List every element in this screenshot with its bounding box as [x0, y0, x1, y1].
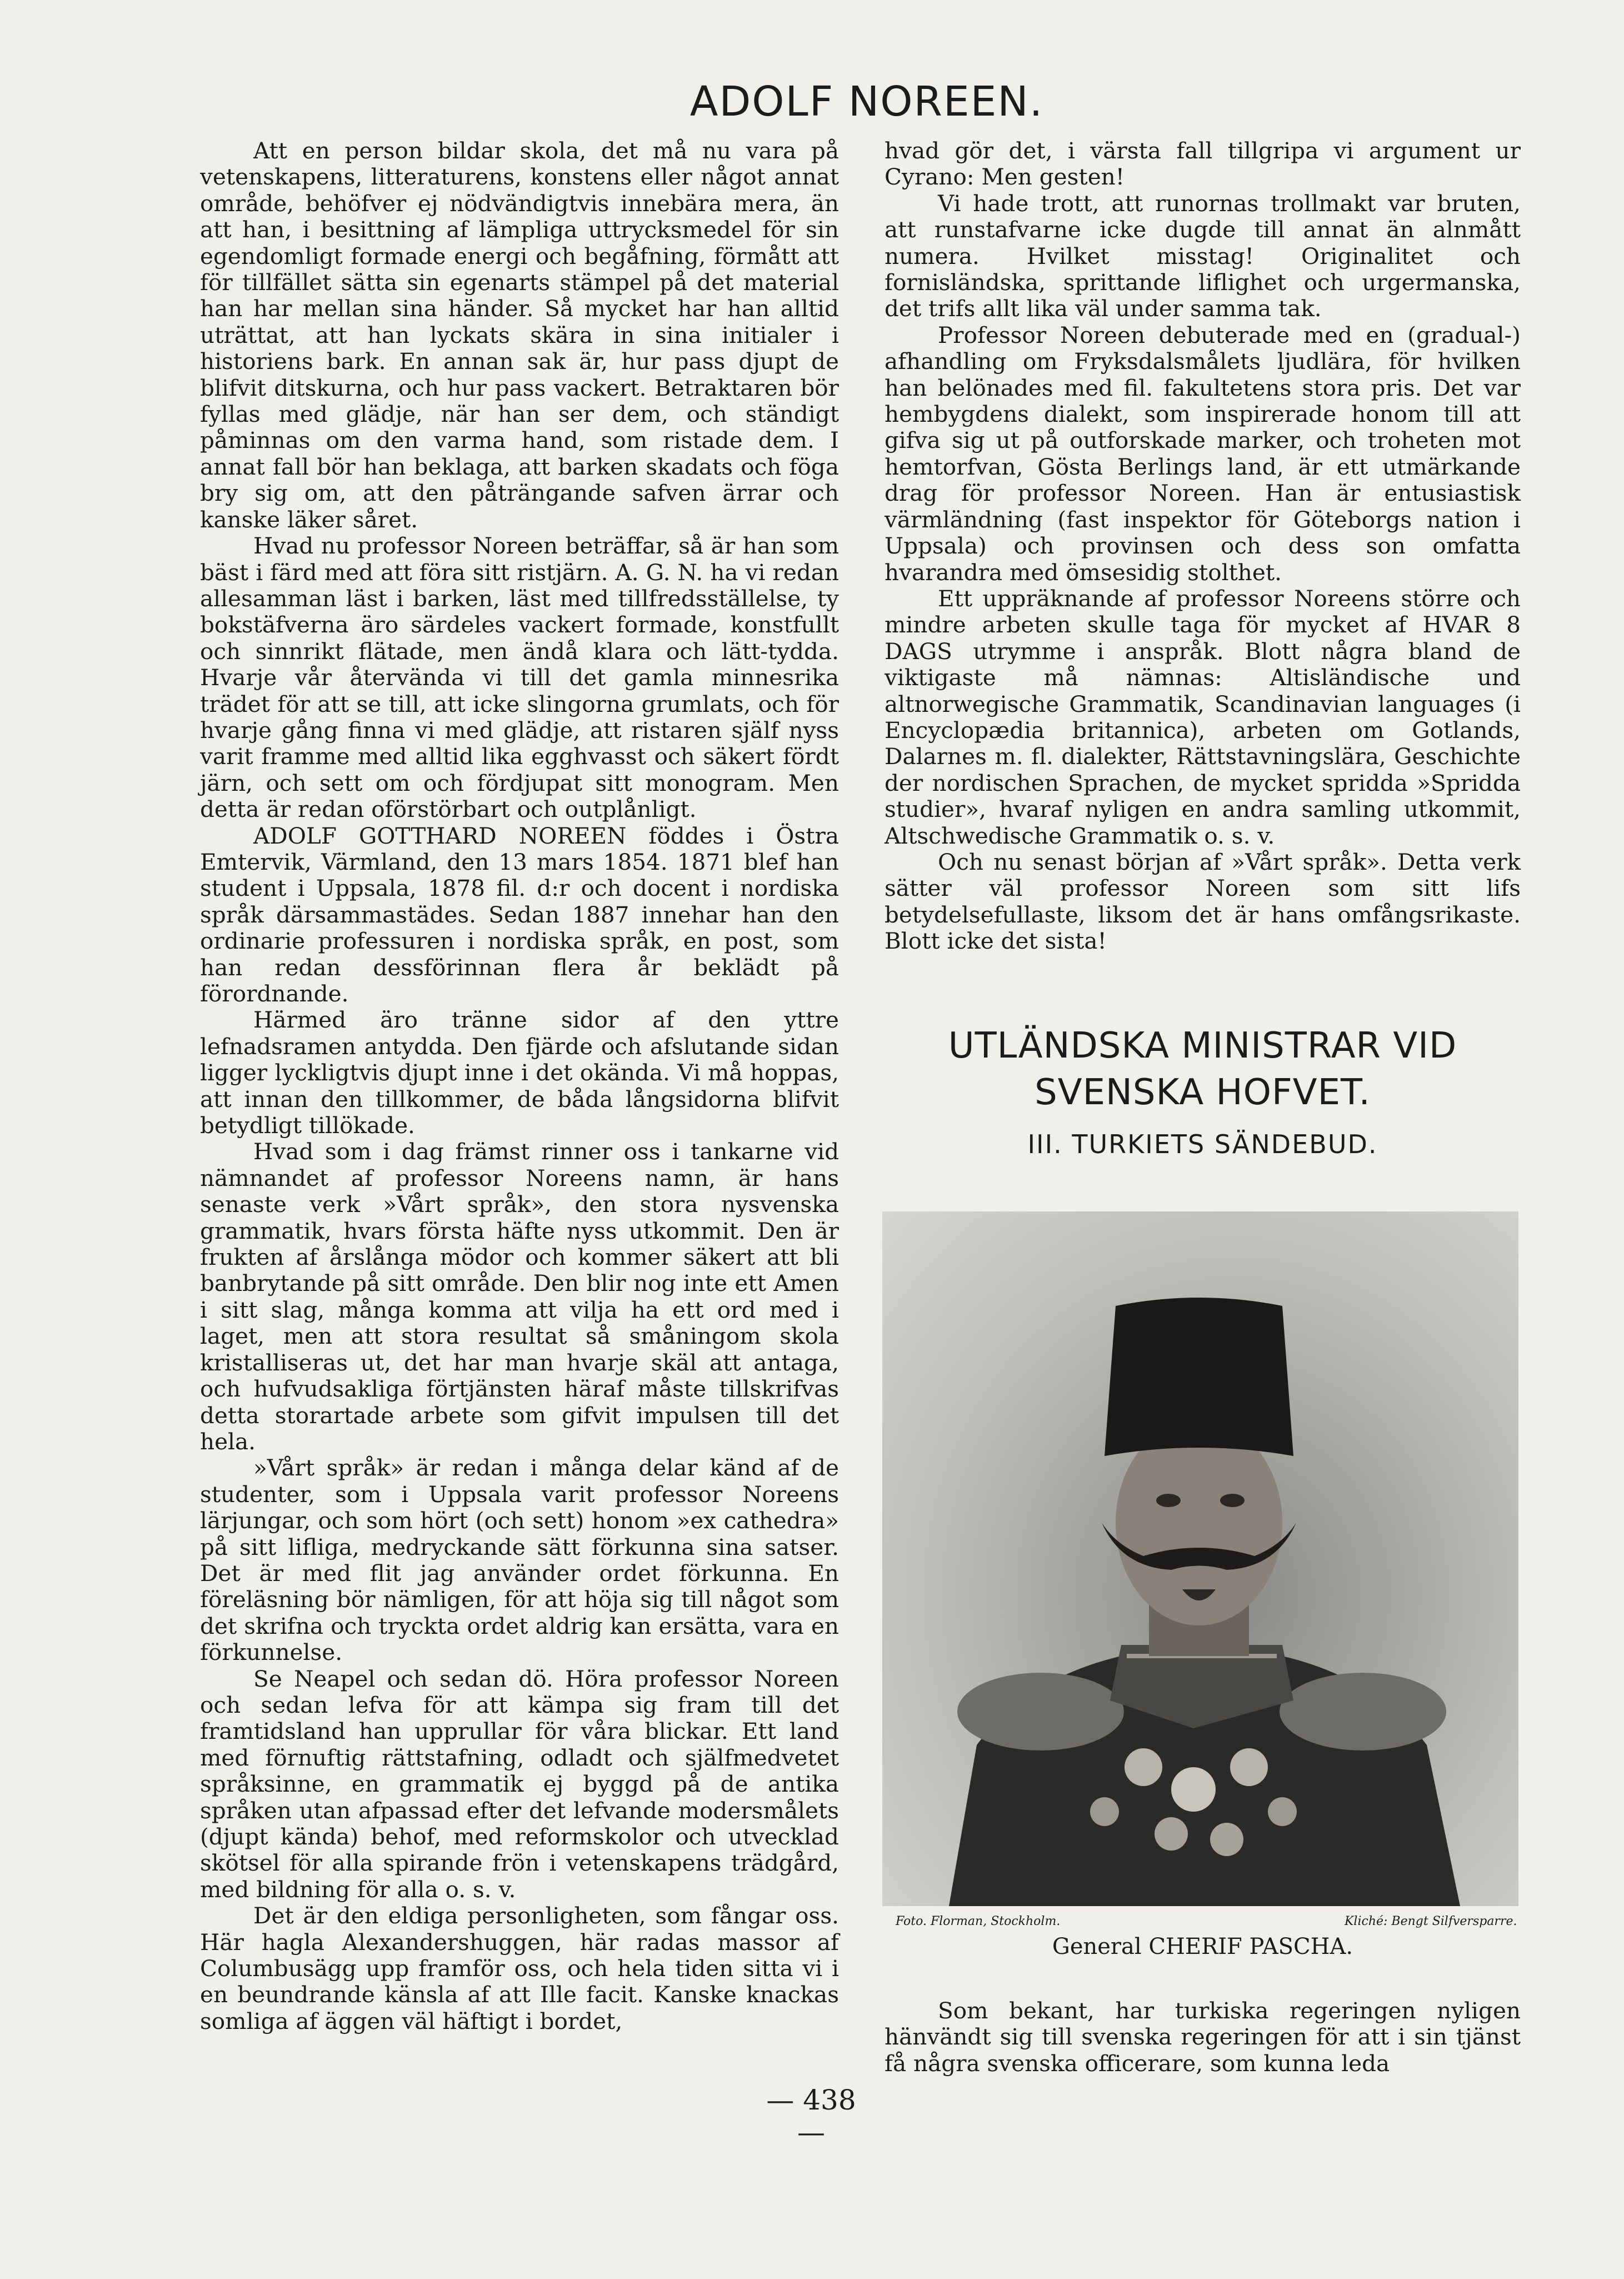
- paragraph: hvad gör det, i värsta fall tillgripa vi argument ur Cyrano: Men gesten!: [885, 137, 1521, 191]
- portrait-illustration: [882, 1211, 1518, 1906]
- continued-article-text: [885, 1998, 1521, 2077]
- portrait-photo: [882, 1211, 1518, 1906]
- left-column: [200, 138, 839, 2034]
- section-heading-line: UTLÄNDSKA MINISTRAR VID: [948, 1025, 1457, 1066]
- right-column: [885, 138, 1521, 955]
- section-heading: [885, 1023, 1521, 1116]
- paragraph: Se Neapel och sedan dö. Höra professor Noreen och sedan lefva för att kämpa sig fram till det framtidsland han upprullar för våra blickar. Ett land med förnuftig rättstafning, odladt och själfmedvetet språksinne, en grammatik ej byggd på de antika språken utan afpassad efter det lefvande modersmålets (djupt kända) behof, med reformskolor och utvecklad skötsel för alla spirande frön i vetenskapens trädgård, med bildning för alla o. s. v.: [200, 1665, 839, 1903]
- photo-caption: General CHERIF PASCHA.: [1052, 1934, 1353, 1959]
- paragraph: ADOLF GOTTHARD NOREEN föddes i Östra Emtervik, Värmland, den 13 mars 1854. 1871 blef han student i Uppsala, 1878 fil. d:r och docent i nordiska språk därsammastädes. Sedan 1887 innehar han den ordinarie professuren i nordiska språk, en post, som han redan dessförinnan flera år beklädt på förordnande.: [200, 822, 839, 1007]
- paragraph: Härmed äro tränne sidor af den yttre lefnadsramen antydda. Den fjärde och afslutande sidan ligger lyckligtvis djupt inne i det okända. Vi må hoppas, att innan den tillkommer, de båda långsidorna blifvit betydligt tillökade.: [200, 1006, 839, 1139]
- paragraph: Som bekant, har turkiska regeringen nyligen hänvändt sig till svenska regeringen för att i sin tjänst få några svenska officerare, som kunna leda: [885, 1997, 1521, 2077]
- section-subheading: III. TURKIETS SÄNDEBUD.: [1027, 1129, 1378, 1159]
- section-heading-line: SVENSKA HOFVET.: [1035, 1072, 1371, 1113]
- article-title: ADOLF NOREEN.: [689, 78, 1044, 126]
- paragraph: Vi hade trott, att runornas trollmakt var bruten, att runstafvarne icke dugde till annat än alnmått numera. Hvilket misstag! Originalitet och fornisländska, sprittande liflighet och urgermanska, det trifs allt lika väl under samma tak.: [885, 189, 1521, 322]
- paragraph: Och nu senast början af »Vårt språk». Detta verk sätter väl professor Noreen som sitt lifs betydelsefullaste, liksom det är hans omfångsrikaste. Blott icke det sista!: [885, 848, 1521, 955]
- photo-credit: Foto. Florman, Stockholm.: [896, 1914, 1061, 1928]
- paragraph: Professor Noreen debuterade med en (gradual-) afhandling om Fryksdalsmålets ljudlära, för hvilken han belönades med fil. fakultetens stora pris. Det var hembygdens dialekt, som inspirerade honom till att gifva sig ut på outforskade marker, och troheten mot hemtorfvan, Gösta Berlings land, är ett utmärkande drag för professor Noreen. Han är entusiastisk värmländning (fast inspektor för Göteborgs nation i Uppsala) och provinsen och dess son omfatta hvarandra med ömsesidig stolthet.: [885, 321, 1521, 586]
- paragraph: Hvad som i dag främst rinner oss i tankarne vid nämnandet af professor Noreens namn, är hans senaste verk »Vårt språk», den stora nysvenska grammatik, hvars första häfte nyss utkommit. Den är frukten af årslånga mödor och kommer säkert att bli banbrytande på sitt område. Den blir nog inte ett Amen i sitt slag, många komma att vilja ha ett ord med i laget, men att stora resultat så småningom skola kristalliseras ut, det har man hvarje skäl att antaga, och hufvudsakliga förtjänsten häraf måste tillskrifvas detta storartade arbete som gifvit impulsen till det hela.: [200, 1138, 839, 1455]
- paragraph: Hvad nu professor Noreen beträffar, så är han som bäst i färd med att föra sitt ristjärn. A. G. N. ha vi redan allesamman läst i barken, läst med tillfredsställelse, ty bokstäfverna äro särdeles vackert formade, konstfullt och sinnrikt flätade, men ändå klara och lätt-tydda. Hvarje vår återvända vi till det gamla minnesrika trädet för att se till, att icke slingorna grumlats, och för hvarje gång finna vi med glädje, att ristaren själf nyss varit framme med alltid lika egghvasst och säkert fördt järn, och sett om och fördjupat sitt monogram. Men detta är redan oförstörbart och outplånligt.: [200, 532, 839, 823]
- page-number: — 438 —: [766, 2084, 856, 2148]
- paragraph: Det är den eldiga personligheten, som fångar oss. Här hagla Alexandershuggen, här radas massor af Columbusägg upp framför oss, och hela tiden sitta vi i en beundrande känsla af att Ille facit. Kanske knackas somliga af äggen väl häftigt i bordet,: [200, 1902, 839, 2034]
- paragraph: »Vårt språk» är redan i många delar känd af de studenter, som i Uppsala varit professor Noreens lärjungar, och som hört (och sett) honom »ex cathedra» på sitt lifliga, medryckande sätt förkunna sina satser. Det är med flit jag använder ordet förkunna. En föreläsning bör nämligen, för att höja sig till något som det skrifna och tryckta ordet aldrig kan ersätta, vara en förkunnelse.: [200, 1454, 839, 1666]
- paragraph: Att en person bildar skola, det må nu vara på vetenskapens, litteraturens, konstens eller något annat område, behöfver ej nödvändigtvis innebära mera, än att han, i besittning af lämpliga uttrycksmedel för sin egendomligt formade energi och begåfning, förmått att för tillfället sätta sin egenarts stämpel på det material han har mellan sina händer. Så mycket har han alltid uträttat, att han lyckats skära in sina initialer i historiens bark. En annan sak är, hur pass djupt de blifvit ditskurna, och hur pass vackert. Betraktaren bör fyllas med glädje, när han ser dem, och ständigt påminnas om den varma hand, som ristade dem. I annat fall bör han beklaga, att barken skadats och föga bry sig om, att den påträngande safven ärrar och kanske läker såret.: [200, 137, 839, 533]
- paragraph: Ett uppräknande af professor Noreens större och mindre arbeten skulle taga för mycket af HVAR 8 DAGS utrymme i anspråk. Blott några bland de viktigaste må nämnas: Altisländische und altnorwegische Grammatik, Scandinavian languages (i Encyclopædia britannica), arbeten om Gotlands, Dalarnes m. fl. dialekter, Rättstavningslära, Geschichte der nordischen Sprachen, de mycket spridda »Spridda studier», hvaraf nyligen en andra samling utkommit, Altschwedische Grammatik o. s. v.: [885, 585, 1521, 849]
- cliche-credit: Kliché: Bengt Silfversparre.: [1345, 1914, 1517, 1928]
